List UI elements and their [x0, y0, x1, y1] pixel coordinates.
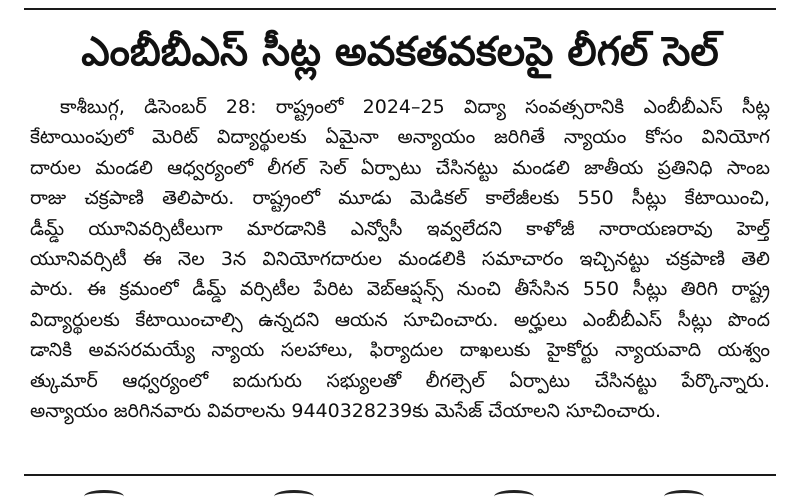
article-line: కేటాయింపులో మెరిట్ విద్యార్థులకు ఏమైనా అన్యాయం జరిగితే న్యాయం కోసం వినియోగ: [30, 126, 770, 149]
article-line: యూనివర్సిటీ ఈ నెల 3న వినియోగదారుల మండలికి సమాచారం ఇచ్చినట్టు చక్రపాణి తెలి: [30, 247, 770, 270]
article-body: [30, 92, 770, 426]
article-line: డీమ్డ్ యూనివర్సిటీలుగా మారడానికి ఎన్వోసీ ఇవ్వలేదని కాళోజీ నారాయణరావు హెల్త్: [30, 217, 770, 240]
article-line: అన్యాయం జరిగినవారు వివరాలను 9440328239కు మెసేజ్ చేయాలని సూచించారు.: [30, 399, 662, 422]
next-article-fragment: [24, 486, 776, 500]
article-line: త్కుమార్ ఆధ్వర్యంలో ఐదుగురు సభ్యులతో లీగల్సెల్ ఏర్పాటు చేసినట్టు పేర్కొన్నారు.: [30, 369, 770, 392]
article-line: కాశీబుగ్గ, డిసెంబర్ 28: రాష్ట్రంలో 2024–25 విద్యా సంవత్సరానికి ఎంబీబీఎస్ సీట్ల: [60, 96, 770, 118]
article-line: దారుల మండలి ఆధ్వర్యంలో లీగల్ సెల్ ఏర్పాటు చేసినట్టు మండలి జాతీయ ప్రతినిధి సాంబ: [30, 156, 770, 179]
article-line: పారు. ఈ క్రమంలో డీమ్డ్ వర్సిటీల పేరిట వెబ్ఆప్షన్స్ నుంచి తీసేసిన 550 సీట్లు తిరిగి రాష్ట్ర: [30, 278, 770, 301]
top-rule: [24, 8, 776, 10]
article-line: రాజు చక్రపాణి తెలిపారు. రాష్ట్రంలో మూడు మెడికల్ కాలేజీలకు 550 సీట్లు కేటాయించి,: [30, 187, 770, 210]
article-line: విద్యార్థులకు కేటాయించాల్సి ఉన్నదని ఆయన సూచించారు. అర్హులు ఎంబీబీఎస్ సీట్లు పొంద: [30, 308, 770, 331]
cut-off-glyph: [664, 490, 704, 500]
cut-off-glyph: [494, 490, 534, 500]
bottom-rule: [24, 474, 776, 476]
cut-off-glyph: [84, 490, 124, 500]
article-line: డానికి అవసరమయ్యే న్యాయ సలహాలు, ఫిర్యాదుల దాఖలుకు హైకోర్టు న్యాయవాది యశ్వం: [30, 339, 770, 362]
cut-off-glyph: [274, 490, 314, 500]
headline: ఎంబీబీఎస్ సీట్ల అవకతవకలపై లీగల్ సెల్: [81, 29, 719, 75]
